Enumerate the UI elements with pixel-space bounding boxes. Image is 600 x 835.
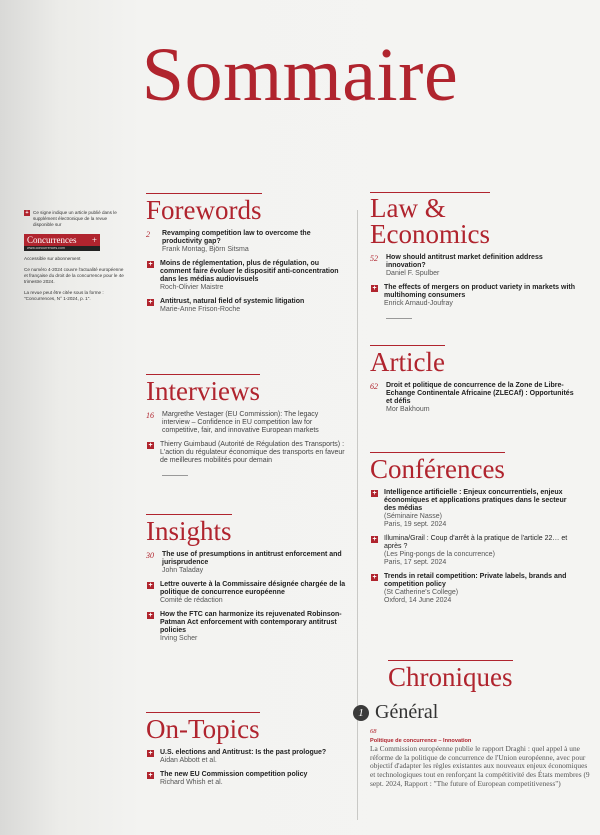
page-number: 52 — [370, 254, 378, 263]
sidebar-note — [24, 210, 124, 228]
list-item[interactable] — [146, 771, 346, 787]
plus-icon: + — [372, 285, 377, 292]
item-list — [146, 230, 346, 314]
section-law-economics — [370, 192, 575, 321]
item-authors: Mor Bakhoum — [386, 406, 430, 413]
section-article — [370, 345, 575, 414]
plus-icon: + — [148, 612, 153, 619]
item-authors: Roch-Olivier Maistre — [160, 284, 224, 291]
item-authors: Comité de rédaction — [160, 597, 223, 604]
sidebar-access: Accessible sur abonnement — [24, 256, 81, 261]
item-title: Illumina/Grail : Coup d'arrêt à la pratique de l'article 22… et après ? — [384, 535, 568, 550]
plus-icon: + — [148, 750, 153, 757]
item-title: The new EU Commission competition policy — [160, 771, 308, 778]
list-item[interactable] — [370, 489, 575, 529]
plus-icon: + — [25, 210, 29, 216]
column-divider — [357, 210, 358, 820]
plus-icon: + — [372, 490, 377, 497]
list-item[interactable] — [370, 535, 575, 567]
item-authors: Richard Whish et al. — [160, 779, 223, 786]
item-date: Oxford, 14 June 2024 — [384, 597, 452, 604]
list-item[interactable] — [370, 573, 575, 605]
page-number: 68 — [370, 728, 377, 735]
list-item[interactable] — [146, 551, 346, 575]
list-item[interactable] — [146, 611, 346, 643]
page-title: Sommaire — [141, 33, 459, 117]
brand-name: Concurrences — [27, 235, 77, 245]
section-heading: Article — [370, 347, 445, 377]
item-authors: Marie-Anne Frison-Roche — [160, 306, 241, 313]
item-date: Paris, 19 sept. 2024 — [384, 521, 447, 528]
item-title: The effects of mergers on product variety in markets with multihoming consumers — [384, 284, 575, 299]
separator — [162, 475, 188, 476]
item-authors: John Taladay — [162, 567, 204, 574]
item-title: Intelligence artificielle : Enjeux concurrentiels, enjeux économiques et applications pratiques dans le secteur des médias — [384, 489, 567, 512]
plus-icon: + — [148, 582, 153, 589]
section-heading: On-Topics — [146, 714, 260, 744]
sidebar-issue: Ce numéro 4-2024 couvre l'actualité européenne et française du droit de la concurrence pour le 4e trimestre 2024. — [24, 267, 124, 284]
item-title: How should antitrust market definition address innovation? — [386, 254, 543, 269]
plus-icon: + — [372, 536, 377, 543]
section-conferences — [370, 452, 575, 605]
plus-icon: + — [148, 261, 153, 268]
section-heading: Law & Economics — [370, 193, 490, 249]
item-title: Lettre ouverte à la Commissaire désignée chargée de la politique de concurrence européenne — [160, 581, 346, 596]
section-forewords — [146, 193, 346, 314]
list-item[interactable] — [146, 260, 346, 292]
item-title: The use of presumptions in antitrust enforcement and jurisprudence — [162, 551, 342, 566]
list-item[interactable] — [146, 749, 346, 765]
item-title: How the FTC can harmonize its rejuvenated Robinson-Patman Act enforcement with contemporary antitrust policies — [160, 611, 342, 634]
section-insights — [146, 514, 346, 643]
section-ontopics — [146, 712, 346, 787]
sidebar-note-text: Ce signe indique un article publié dans le supplément électronique de la revue disponible sur — [33, 210, 117, 227]
plus-icon: + — [148, 442, 153, 449]
sidebar — [24, 210, 124, 302]
section-heading: Conférences — [370, 454, 505, 484]
section-heading: Interviews — [146, 376, 260, 406]
list-item[interactable] — [146, 441, 346, 465]
item-title: Moins de réglementation, plus de régulation, ou comment faire évoluer le dispositif anti-concentration dans les médias audiovisuels — [160, 260, 339, 283]
page-number: 30 — [146, 551, 154, 560]
section-heading: Forewords — [146, 195, 262, 225]
general-title: Général — [375, 701, 439, 723]
item-title: Droit et politique de concurrence de la Zone de Libre-Echange Continentale Africaine (ZLECAf) : Opportunités et défis — [386, 382, 574, 405]
item-extra: (Les Ping-pongs de la concurrence) — [384, 551, 495, 558]
item-title: Margrethe Vestager (EU Commission): The legacy interview – Confidence in EU competition law for competitive, fair, and innovative European markets — [162, 411, 319, 434]
item-title: U.S. elections and Antitrust: Is the past prologue? — [160, 749, 327, 756]
list-item[interactable] — [370, 254, 575, 278]
item-authors: Irving Scher — [160, 635, 198, 642]
chapter-number-badge: 1 — [353, 705, 369, 721]
entry-text: La Commission européenne publie le rapport Draghi : quel appel à une réforme de la politique de concurrence de l'Union européenne, avec pour objectif d'adapter les règles existantes aux nouveaux enjeux économiques et technologiques tout en renforçant la compétitivité des États membres (9 sept. 2024, Rapport : "The future of European competitiveness") — [370, 744, 590, 788]
general-header[interactable] — [353, 701, 438, 724]
item-extra: (St Catherine's College) — [384, 589, 459, 596]
brand-logo[interactable] — [24, 234, 100, 246]
item-date: Paris, 17 sept. 2024 — [384, 559, 447, 566]
item-title: Revamping competition law to overcome the productivity gap? — [162, 230, 311, 245]
list-item[interactable] — [146, 581, 346, 605]
section-chroniques — [388, 660, 578, 691]
section-heading: Insights — [146, 516, 232, 546]
item-authors: Enrick Arnaud-Joufray — [384, 300, 453, 307]
list-item[interactable] — [146, 411, 346, 435]
separator — [386, 318, 412, 319]
general-entry[interactable] — [370, 728, 592, 788]
item-authors: Aidan Abbott et al. — [160, 757, 217, 764]
item-authors: Daniel F. Spulber — [386, 270, 440, 277]
item-extra: (Séminaire Nasse) — [384, 513, 442, 520]
section-heading: Chroniques — [388, 662, 513, 692]
brand-plus-icon: + — [91, 235, 97, 245]
item-title: Thierry Guimbaud (Autorité de Régulation des Transports) : L'action du régulateur économique des transports en faveur de meilleures mobilités pour demain — [160, 441, 345, 464]
page-number: 2 — [146, 230, 150, 239]
entry-category: Politique de concurrence – Innovation — [370, 737, 472, 744]
item-title: Trends in retail competition: Private labels, brands and competition policy — [384, 573, 567, 588]
plus-icon: + — [372, 574, 377, 581]
plus-icon: + — [148, 299, 153, 306]
page-number: 62 — [370, 382, 378, 391]
section-interviews — [146, 374, 346, 478]
list-item[interactable] — [146, 230, 346, 254]
list-item[interactable] — [146, 298, 346, 314]
plus-icon: + — [148, 772, 153, 779]
list-item[interactable] — [370, 284, 575, 308]
item-authors: Frank Montag, Björn Sitsma — [162, 246, 249, 253]
item-title: Antitrust, natural field of systemic litigation — [160, 298, 305, 305]
list-item[interactable] — [370, 382, 575, 414]
brand-url[interactable]: www.concurrences.com — [24, 246, 100, 251]
page-number: 16 — [146, 411, 154, 420]
sidebar-cite: La revue peut être citée sous la forme : "Concurrences, N° 1-2024, p. 1". — [24, 290, 104, 301]
